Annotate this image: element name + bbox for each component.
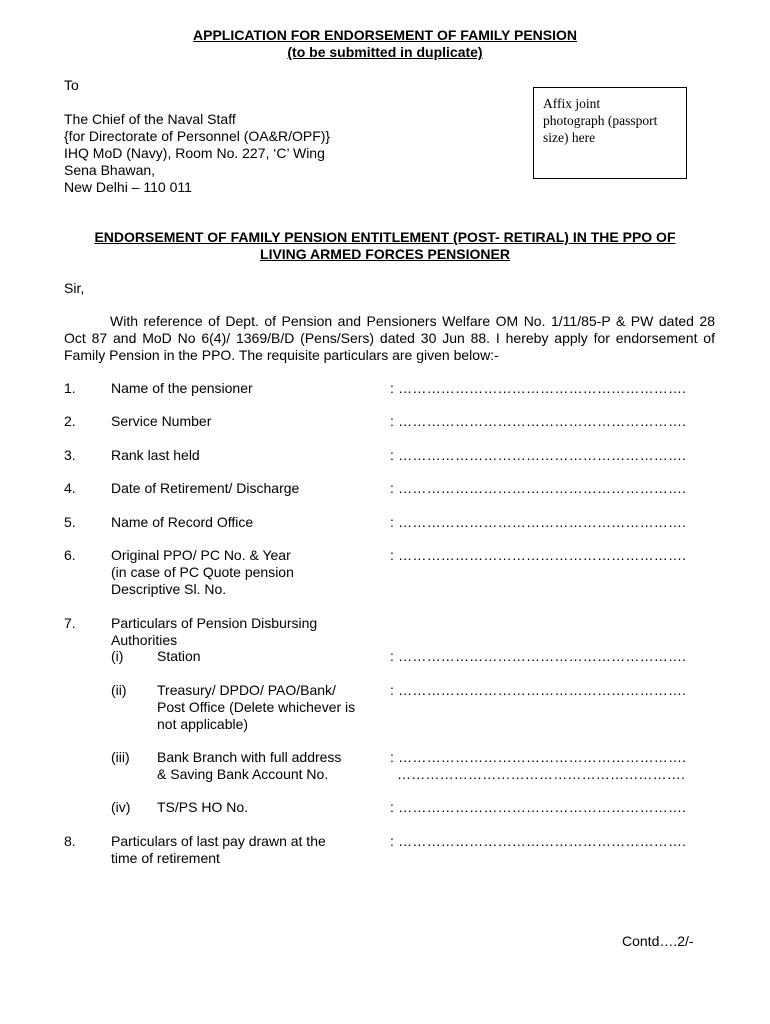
fill-in-field-record-office[interactable]: : ……………………………………………………. <box>390 514 687 530</box>
body-paragraph <box>64 313 715 364</box>
subject-line-1: ENDORSEMENT OF FAMILY PENSION ENTITLEMENT (POST- RETIRAL) IN THE PPO OF <box>94 229 676 245</box>
item-number: 5. <box>64 514 76 530</box>
sub-item-number: (i) <box>111 648 124 664</box>
sub-item-number: (iii) <box>111 749 130 765</box>
sub-item-label-line: Post Office (Delete whichever is <box>157 699 356 715</box>
item-number: 4. <box>64 480 76 496</box>
photo-box-line: photograph (passport <box>543 113 658 128</box>
fill-in-field-bank-branch[interactable]: : ……………………………………………………. <box>390 749 687 765</box>
photo-box-line: Affix joint <box>543 96 601 111</box>
item-label-retirement-date: Date of Retirement/ Discharge <box>111 480 300 496</box>
fill-in-field-ts-ps-ho[interactable]: : ……………………………………………………. <box>390 799 687 815</box>
item-label-rank: Rank last held <box>111 447 200 463</box>
salutation: Sir, <box>64 280 85 296</box>
item-label-line: time of retirement <box>111 850 220 866</box>
fill-in-field-original-ppo[interactable]: : ……………………………………………………. <box>390 547 687 563</box>
fill-in-field-last-pay[interactable]: : ……………………………………………………. <box>390 833 687 849</box>
item-label-line: Particulars of last pay drawn at the <box>111 833 326 849</box>
sub-item-label-treasury <box>157 682 355 733</box>
item-number: 1. <box>64 380 76 396</box>
addressee-to: To <box>64 77 79 93</box>
item-label-line: (in case of PC Quote pension <box>111 564 294 580</box>
body-text: With reference of Dept. of Pension and Pensioners Welfare OM No. 1/11/85-P & PW dated 28 Oct 87 and MoD No 6(4)/ 1369/B/D (Pens/Sers) dated 30 Jun 88. I hereby apply for endorsement of Family Pension in the PPO. The requisite particulars are given below:- <box>64 313 715 363</box>
fill-in-field-retirement-date[interactable]: : ……………………………………………………. <box>390 480 687 496</box>
item-label-original-ppo <box>111 547 294 598</box>
document-title: APPLICATION FOR ENDORSEMENT OF FAMILY PENSION <box>193 27 577 43</box>
sub-item-label-station: Station <box>157 648 201 664</box>
item-label-service-number: Service Number <box>111 413 212 429</box>
address-line: {for Directorate of Personnel (OA&R/OPF)} <box>64 128 331 144</box>
sub-item-label-line: & Saving Bank Account No. <box>157 766 329 782</box>
item-number: 2. <box>64 413 76 429</box>
fill-in-field-treasury[interactable]: : ……………………………………………………. <box>390 682 687 698</box>
sub-item-label-ts-ps-ho: TS/PS HO No. <box>157 799 249 815</box>
item-label-record-office: Name of Record Office <box>111 514 254 530</box>
sub-item-label-line: Bank Branch with full address <box>157 749 342 765</box>
fill-in-field-station[interactable]: : ……………………………………………………. <box>390 648 687 664</box>
item-number: 6. <box>64 547 76 563</box>
sub-item-label-line: not applicable) <box>157 716 249 732</box>
item-label-line: Descriptive Sl. No. <box>111 581 227 597</box>
addressee-block <box>64 111 330 196</box>
address-line: IHQ MoD (Navy), Room No. 227, ‘C’ Wing <box>64 145 325 161</box>
photo-box-line: size) here <box>543 130 596 145</box>
fill-in-field-rank[interactable]: : ……………………………………………………. <box>390 447 687 463</box>
fill-in-field-service-number[interactable]: : ……………………………………………………. <box>390 413 687 429</box>
continued-marker: Contd….2/- <box>622 933 694 949</box>
item-label-line: Authorities <box>111 632 178 648</box>
sub-item-number: (ii) <box>111 682 127 698</box>
item-number: 7. <box>64 615 76 631</box>
item-number: 3. <box>64 447 76 463</box>
address-line: New Delhi – 110 011 <box>64 179 192 195</box>
fill-in-field-pensioner-name[interactable]: : ……………………………………………………. <box>390 380 687 396</box>
document-subtitle: (to be submitted in duplicate) <box>287 44 483 60</box>
item-label-last-pay <box>111 833 326 867</box>
item-label-line: Particulars of Pension Disbursing <box>111 615 318 631</box>
fill-in-field-bank-account[interactable]: ……………………………………………………. <box>397 766 686 782</box>
item-label-disbursing-authorities <box>111 615 317 649</box>
photo-placeholder-box <box>533 87 687 179</box>
sub-item-label-line: Treasury/ DPDO/ PAO/Bank/ <box>157 682 336 698</box>
item-label-pensioner-name: Name of the pensioner <box>111 380 253 396</box>
subject-line-2: LIVING ARMED FORCES PENSIONER <box>260 246 510 262</box>
item-number: 8. <box>64 833 76 849</box>
address-line: Sena Bhawan, <box>64 162 156 178</box>
sub-item-label-bank-branch <box>157 749 341 783</box>
item-label-line: Original PPO/ PC No. & Year <box>111 547 291 563</box>
address-line: The Chief of the Naval Staff <box>64 111 236 127</box>
sub-item-number: (iv) <box>111 799 131 815</box>
